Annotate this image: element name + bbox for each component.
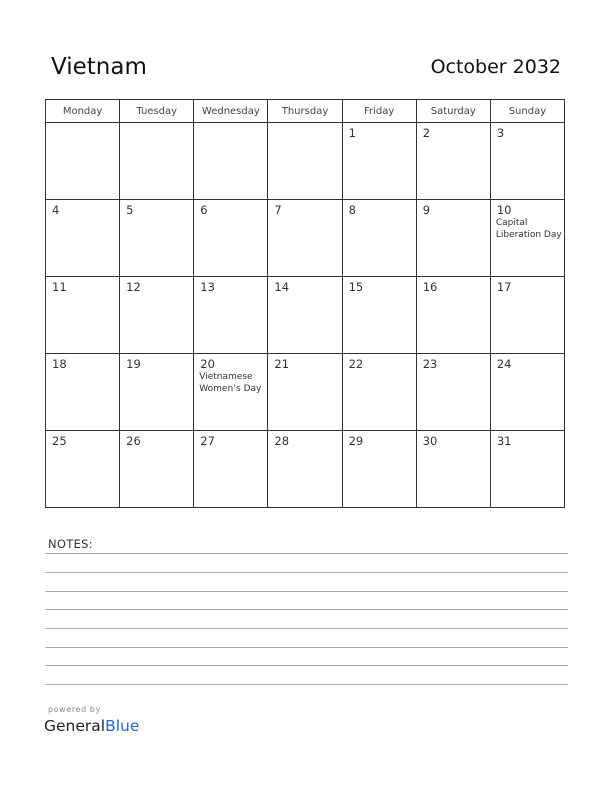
day-number: 7: [274, 203, 282, 217]
day-number: 29: [348, 434, 364, 448]
note-line: [45, 665, 568, 666]
day-number: [194, 123, 267, 127]
day-number: [268, 123, 341, 127]
day-cell: [342, 123, 416, 200]
day-number: 2: [422, 126, 431, 140]
day-cell: [342, 277, 416, 354]
day-number: 26: [126, 434, 141, 448]
note-line: [45, 609, 568, 610]
day-cell: [120, 431, 194, 508]
day-number: 31: [496, 434, 512, 448]
note-line: [45, 628, 568, 629]
day-number: 13: [200, 280, 215, 294]
day-number: 1: [348, 126, 356, 140]
weekday-header: Wednesday: [194, 100, 268, 123]
day-number: 20: [200, 357, 215, 371]
day-number: 12: [126, 280, 141, 294]
day-cell: [416, 123, 490, 200]
day-cell: [342, 200, 416, 277]
month-year-title: October 2032: [430, 56, 561, 78]
day-number: 18: [52, 357, 67, 371]
day-number: 22: [348, 357, 364, 371]
day-cell: [416, 200, 490, 277]
day-number: [46, 123, 119, 127]
day-cell: [268, 200, 342, 277]
day-cell: [490, 354, 564, 431]
day-number: [120, 123, 193, 127]
day-cell: [416, 354, 490, 431]
day-number: 4: [52, 203, 60, 217]
brand-name-part1: General: [44, 717, 106, 735]
day-cell: [416, 431, 490, 508]
day-number: 17: [496, 280, 512, 294]
day-cell: [46, 431, 120, 508]
day-cell: [194, 431, 268, 508]
day-cell: [120, 200, 194, 277]
day-number: 9: [422, 203, 431, 217]
day-number: 6: [200, 203, 208, 217]
calendar-grid: [45, 99, 565, 508]
weekday-header: Friday: [342, 100, 416, 123]
day-cell: [120, 354, 194, 431]
day-number: 14: [274, 280, 290, 294]
day-cell: [490, 123, 564, 200]
weekday-header-row: [46, 100, 565, 123]
day-cell: [490, 431, 564, 508]
day-number: 3: [496, 126, 505, 140]
day-number: 15: [348, 280, 364, 294]
day-cell: [46, 123, 120, 200]
day-number: 23: [422, 357, 438, 371]
weekday-header: Sunday: [490, 100, 564, 123]
brand-logo: [44, 717, 139, 735]
holiday-label: Capital Liberation Day: [495, 218, 562, 240]
day-cell: [194, 277, 268, 354]
day-number: 21: [274, 357, 290, 371]
day-cell: [46, 354, 120, 431]
day-number: 19: [126, 357, 141, 371]
week-row: [46, 431, 565, 508]
weekday-header: Tuesday: [120, 100, 194, 123]
day-cell: [268, 277, 342, 354]
week-row: [46, 354, 565, 431]
day-number: 8: [348, 203, 356, 217]
week-row: [46, 200, 565, 277]
country-title: Vietnam: [51, 54, 147, 80]
weekday-header: Monday: [46, 100, 120, 123]
day-cell: [194, 123, 268, 200]
day-cell: [46, 277, 120, 354]
weekday-header: Thursday: [268, 100, 342, 123]
day-number: 30: [422, 434, 438, 448]
note-line: [45, 572, 568, 573]
day-number: 27: [200, 434, 215, 448]
day-number: 11: [52, 280, 67, 294]
day-number: 24: [496, 357, 512, 371]
day-cell: [342, 431, 416, 508]
day-cell: [194, 354, 268, 431]
day-cell: [46, 200, 120, 277]
day-number: 16: [422, 280, 438, 294]
day-cell: [342, 354, 416, 431]
day-cell: [490, 277, 564, 354]
day-number: 25: [52, 434, 67, 448]
powered-by-text: powered by: [48, 705, 101, 714]
day-cell: [268, 431, 342, 508]
note-line: [45, 684, 568, 685]
note-line: [45, 647, 568, 648]
day-cell: [416, 277, 490, 354]
brand-name-part2: Blue: [105, 717, 140, 735]
day-cell: [268, 123, 342, 200]
week-row: [46, 277, 565, 354]
day-cell: [120, 123, 194, 200]
note-line: [45, 591, 568, 592]
day-number: 5: [126, 203, 134, 217]
week-row: [46, 123, 565, 200]
holiday-label: Vietnamese Women’s Day: [199, 372, 262, 394]
day-cell: [490, 200, 564, 277]
day-cell: [268, 354, 342, 431]
note-line: [45, 553, 568, 554]
weekday-header: Saturday: [416, 100, 490, 123]
day-cell: [120, 277, 194, 354]
day-number: 10: [496, 203, 512, 217]
day-cell: [194, 200, 268, 277]
day-number: 28: [274, 434, 290, 448]
notes-label: NOTES:: [48, 537, 93, 551]
